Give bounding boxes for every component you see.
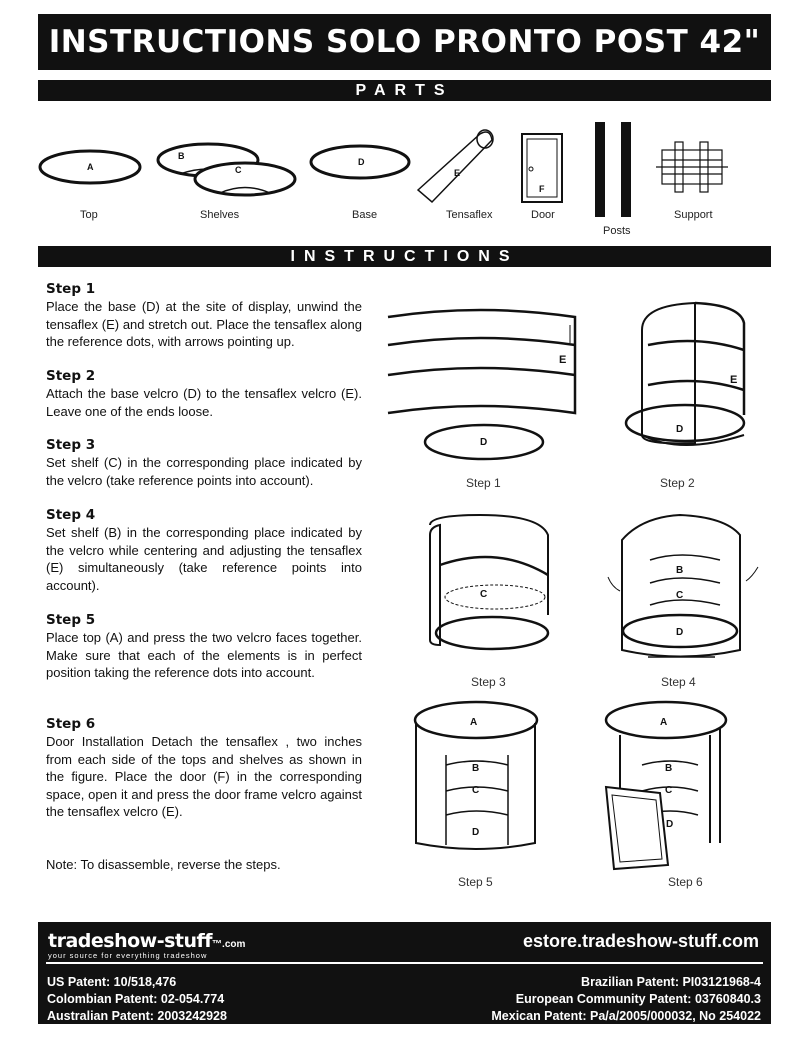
svg-text:A: A: [660, 717, 668, 728]
step-1-heading: Step 1: [46, 281, 96, 297]
part-letter-d: D: [358, 157, 365, 167]
title-banner: [38, 14, 771, 70]
patent-australian: Australian Patent: 2003242928: [47, 1009, 227, 1023]
part-letter-f: F: [539, 184, 545, 194]
footer-divider: [46, 962, 763, 964]
step-3-block: [46, 436, 362, 489]
instructions-heading: INSTRUCTIONS: [290, 247, 519, 265]
svg-text:B: B: [472, 763, 480, 774]
svg-text:D: D: [676, 627, 684, 638]
step-6-block: [46, 715, 362, 821]
part-post-2: [622, 122, 630, 216]
part-label-posts: Posts: [603, 225, 631, 237]
store-url-link[interactable]: estore.tradeshow-stuff.com: [522, 931, 759, 951]
step-1-text: Place the base (D) at the site of display, unwind the tensaflex (E) and stretch out. Place the tensaflex along the reference dots, with arrows pointing up.: [46, 299, 362, 349]
logo-dotcom: .com: [222, 939, 246, 950]
svg-text:D: D: [472, 827, 480, 838]
step-3-text: Set shelf (C) in the corresponding place indicated by the velcro (take reference points into account).: [46, 455, 362, 488]
step-4-text: Set shelf (B) in the corresponding place indicated by the velcro while centering and adjusting the tensaflex (E) simultaneously (take reference points into account).: [46, 525, 362, 593]
svg-text:C: C: [480, 589, 488, 600]
part-label-door: Door: [531, 209, 555, 221]
patent-mexican: Mexican Patent: Pa/a/2005/000032, No 254022: [491, 1009, 761, 1023]
logo-tagline: your source for everything tradeshow: [48, 951, 208, 960]
part-tensaflex-shape: [418, 132, 492, 202]
figure-caption-step-6: Step 6: [668, 875, 703, 889]
patents-left: [47, 974, 227, 1025]
step-5-text: Place top (A) and press the two velcro faces together. Make sure that each of the elements is in perfect position taking the reference dots into account.: [46, 630, 362, 680]
figure-caption-step-2: Step 2: [660, 476, 695, 490]
page-title: INSTRUCTIONS SOLO PRONTO POST 42": [48, 24, 761, 60]
disassemble-note: Note: To disassemble, reverse the steps.: [46, 857, 281, 872]
part-post-1: [596, 122, 604, 216]
patent-european: European Community Patent: 03760840.3: [515, 992, 761, 1006]
step-5-heading: Step 5: [46, 612, 96, 628]
svg-text:E: E: [730, 374, 738, 386]
step-2-heading: Step 2: [46, 368, 96, 384]
part-label-tensaflex: Tensaflex: [446, 209, 493, 221]
figure-step-1: [388, 310, 575, 459]
figure-caption-step-3: Step 3: [471, 675, 506, 689]
step-4-block: [46, 506, 362, 594]
svg-text:E: E: [559, 354, 567, 366]
patent-colombian: Colombian Patent: 02-054.774: [47, 992, 225, 1006]
logo-wordmark: tradeshow-stuff: [48, 930, 213, 952]
svg-text:D: D: [480, 437, 488, 448]
step-2-block: [46, 367, 362, 420]
figure-step-2: [626, 303, 744, 445]
svg-text:C: C: [665, 785, 673, 796]
part-support-shape: [656, 142, 728, 192]
instructions-section-bar: [38, 246, 771, 267]
figure-step-4: [608, 515, 758, 657]
figure-step-3: [430, 515, 548, 649]
logo-tm: ™: [212, 939, 223, 950]
step-5-block: [46, 611, 362, 682]
part-letter-a: A: [87, 162, 94, 172]
part-letter-e: E: [454, 168, 461, 178]
figure-caption-step-5: Step 5: [458, 875, 493, 889]
svg-text:B: B: [676, 565, 684, 576]
step-4-heading: Step 4: [46, 507, 96, 523]
part-letter-b: B: [178, 151, 185, 161]
parts-heading: PARTS: [355, 81, 454, 99]
svg-text:C: C: [676, 590, 684, 601]
svg-text:C: C: [472, 785, 480, 796]
part-label-base: Base: [352, 209, 378, 221]
part-label-support: Support: [674, 209, 713, 221]
footer-bar: [38, 922, 771, 1024]
part-label-top: Top: [80, 209, 98, 221]
part-shelf-c-shape: [195, 163, 295, 195]
steps-figures: [380, 295, 780, 895]
part-label-shelves: Shelves: [200, 209, 240, 221]
part-door-knob: [529, 167, 533, 171]
patent-us: US Patent: 10/518,476: [47, 975, 177, 989]
step-6-heading: Step 6: [46, 716, 96, 732]
figure-step-6: [606, 702, 726, 869]
patent-brazilian: Brazilian Patent: PI03121968-4: [581, 975, 761, 989]
figure-caption-step-4: Step 4: [661, 675, 696, 689]
step-3-heading: Step 3: [46, 437, 96, 453]
parts-illustration: [30, 122, 730, 232]
step-6-text: Door Installation Detach the tensaflex , two inches from each side of the tops and shelves as shown in the figure. Place the door (F) in the corresponding space, open it and press the door frame velcro against the tensaflex velcro (E).: [46, 734, 362, 819]
part-letter-c: C: [235, 165, 242, 175]
svg-text:D: D: [676, 424, 684, 435]
step-2-text: Attach the base velcro (D) to the tensaflex velcro (E). Leave one of the ends loose.: [46, 386, 362, 419]
patents-right: [491, 974, 761, 1025]
parts-section-bar: [38, 80, 771, 101]
svg-text:D: D: [666, 819, 674, 830]
svg-text:A: A: [470, 717, 478, 728]
figure-caption-step-1: Step 1: [466, 476, 501, 490]
svg-text:B: B: [665, 763, 673, 774]
step-1-block: [46, 280, 362, 351]
tradeshow-stuff-logo[interactable]: [48, 930, 245, 960]
figure-step-5: [415, 702, 537, 849]
